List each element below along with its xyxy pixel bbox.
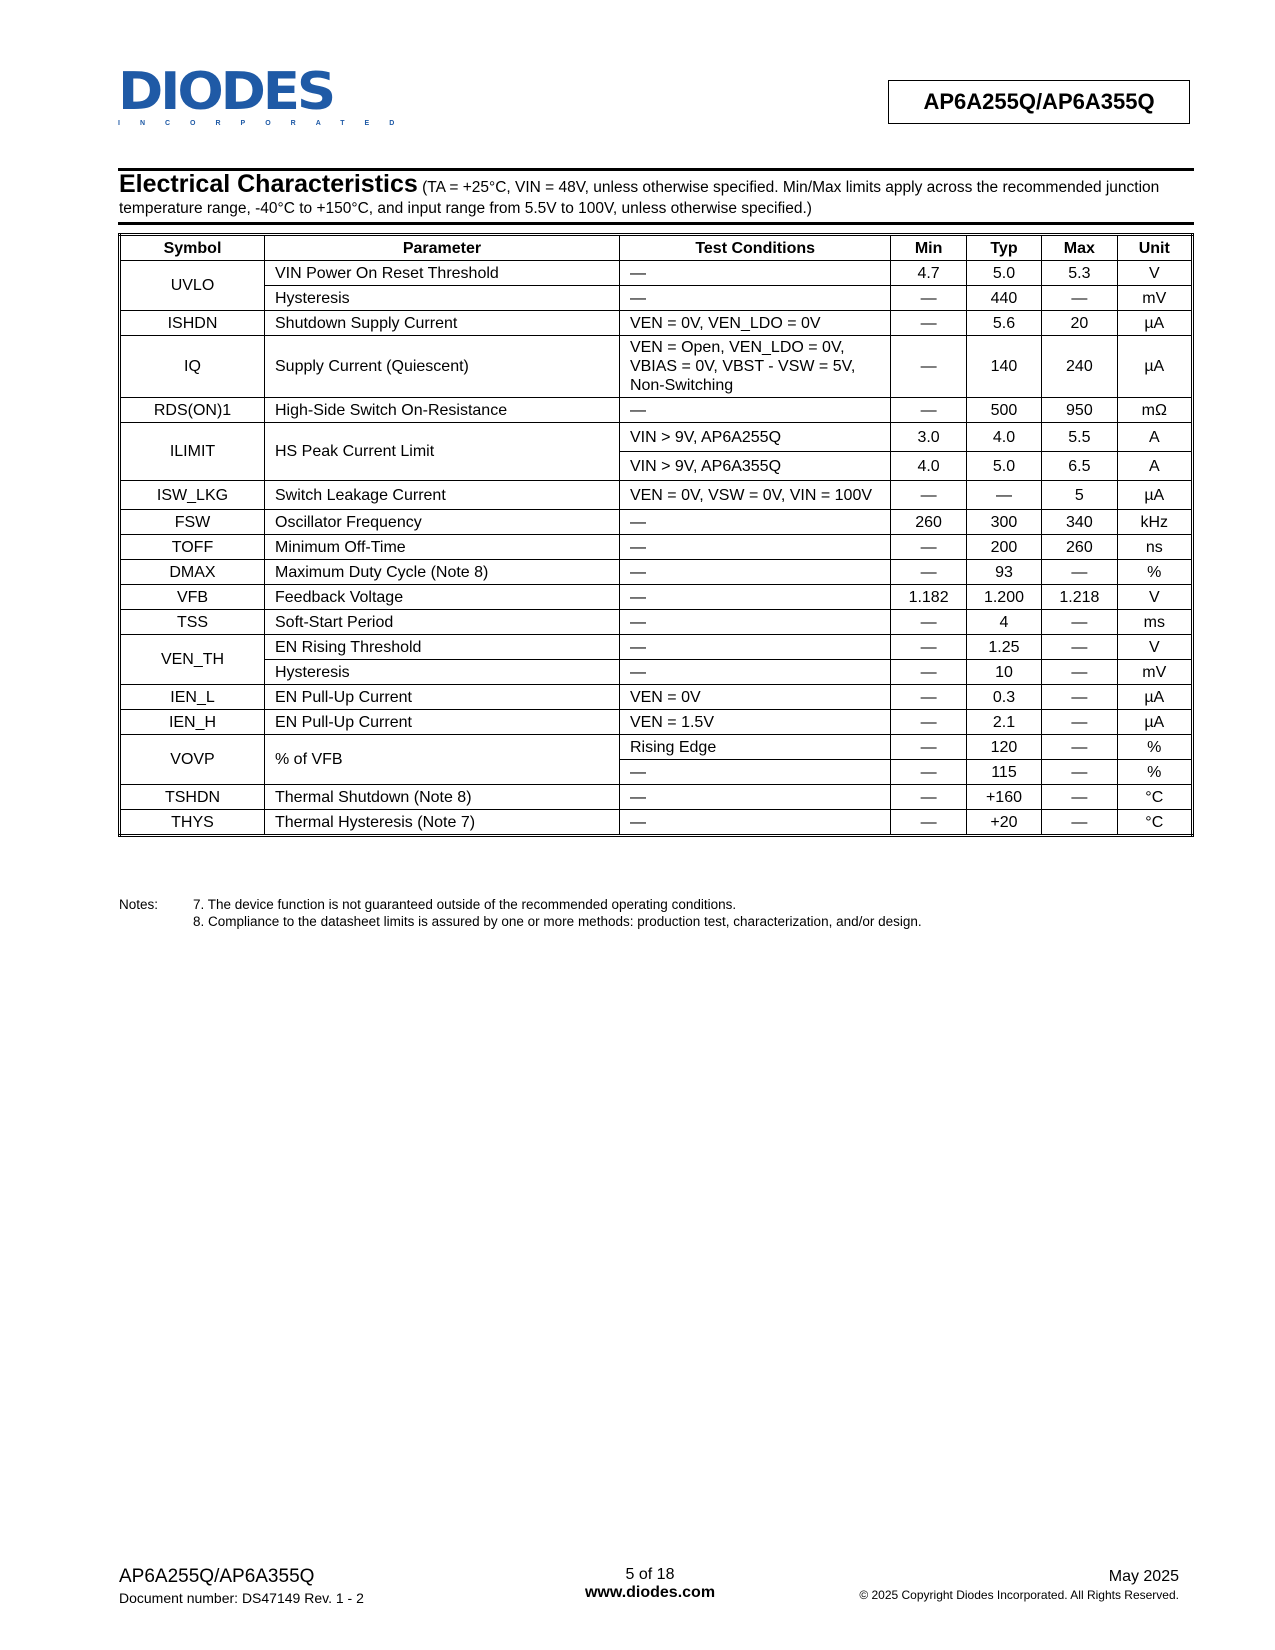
- notes-list: [193, 896, 1193, 930]
- unit-cell: ms: [1117, 610, 1192, 635]
- symbol-cell: UVLO: [120, 261, 265, 311]
- footer-center: [560, 1566, 740, 1602]
- col-header-unit: Unit: [1117, 235, 1192, 261]
- max-cell: —: [1042, 286, 1117, 311]
- footer-part-number: AP6A255Q/AP6A355Q: [119, 1566, 315, 1587]
- unit-cell: °C: [1117, 810, 1192, 836]
- table-row: [120, 286, 1193, 311]
- section-heading: [119, 170, 1194, 219]
- unit-cell: mΩ: [1117, 398, 1192, 423]
- typ-cell: 5.6: [966, 311, 1041, 336]
- max-cell: —: [1042, 660, 1117, 685]
- note-item: 7. The device function is not guaranteed outside of the recommended operating conditions.: [193, 897, 737, 912]
- unit-cell: V: [1117, 585, 1192, 610]
- max-cell: —: [1042, 560, 1117, 585]
- min-cell: —: [891, 685, 966, 710]
- typ-cell: 0.3: [966, 685, 1041, 710]
- page-number: 5 of 18: [625, 1566, 675, 1583]
- electrical-characteristics-table: [118, 233, 1194, 837]
- typ-cell: 5.0: [966, 261, 1041, 286]
- parameter-cell: Hysteresis: [265, 660, 620, 685]
- typ-cell: 115: [966, 760, 1041, 785]
- logo-wordmark: DIODES: [118, 62, 334, 122]
- heading-rule-bottom: [118, 222, 1194, 225]
- conditions-cell: VEN = 1.5V: [619, 710, 890, 735]
- unit-cell: °C: [1117, 785, 1192, 810]
- parameter-cell: % of VFB: [265, 735, 620, 785]
- max-cell: 5.3: [1042, 261, 1117, 286]
- unit-cell: µA: [1117, 336, 1192, 398]
- note-item: 8. Compliance to the datasheet limits is assured by one or more methods: production test, characterization, and/or design.: [193, 914, 922, 929]
- unit-cell: A: [1117, 423, 1192, 452]
- table-row: [120, 635, 1193, 660]
- unit-cell: µA: [1117, 481, 1192, 510]
- table-row: [120, 311, 1193, 336]
- max-cell: —: [1042, 760, 1117, 785]
- min-cell: —: [891, 785, 966, 810]
- unit-cell: %: [1117, 760, 1192, 785]
- symbol-cell: VOVP: [120, 735, 265, 785]
- max-cell: 6.5: [1042, 452, 1117, 481]
- symbol-cell: IEN_H: [120, 710, 265, 735]
- table-header-row: [120, 235, 1193, 261]
- conditions-cell: —: [619, 760, 890, 785]
- min-cell: —: [891, 286, 966, 311]
- parameter-cell: Supply Current (Quiescent): [265, 336, 620, 398]
- conditions-cell: —: [619, 398, 890, 423]
- symbol-cell: FSW: [120, 510, 265, 535]
- typ-cell: 200: [966, 535, 1041, 560]
- website-link[interactable]: www.diodes.com: [584, 1584, 716, 1601]
- unit-cell: ns: [1117, 535, 1192, 560]
- symbol-cell: RDS(ON)1: [120, 398, 265, 423]
- table-row: [120, 398, 1193, 423]
- min-cell: 260: [891, 510, 966, 535]
- typ-cell: 5.0: [966, 452, 1041, 481]
- section-conditions: (TA = +25°C, VIN = 48V, unless otherwise specified. Min/Max limits apply across the recommended junction temperature range, -40°C to +150°C, and input range from 5.5V to 100V, unless otherwise specified.): [119, 179, 1160, 217]
- unit-cell: µA: [1117, 311, 1192, 336]
- parameter-cell: High-Side Switch On-Resistance: [265, 398, 620, 423]
- typ-cell: +20: [966, 810, 1041, 836]
- typ-cell: 1.200: [966, 585, 1041, 610]
- min-cell: —: [891, 660, 966, 685]
- typ-cell: +160: [966, 785, 1041, 810]
- min-cell: —: [891, 336, 966, 398]
- typ-cell: 93: [966, 560, 1041, 585]
- max-cell: 340: [1042, 510, 1117, 535]
- max-cell: 1.218: [1042, 585, 1117, 610]
- min-cell: 4.0: [891, 452, 966, 481]
- col-header-conditions: Test Conditions: [619, 235, 890, 261]
- conditions-cell: —: [619, 660, 890, 685]
- footer-date: May 2025: [1108, 1568, 1179, 1585]
- parameter-cell: Shutdown Supply Current: [265, 311, 620, 336]
- max-cell: —: [1042, 735, 1117, 760]
- table-row: [120, 336, 1193, 398]
- footer-doc-number: Document number: DS47149 Rev. 1 - 2: [119, 1590, 364, 1606]
- unit-cell: mV: [1117, 660, 1192, 685]
- parameter-cell: Switch Leakage Current: [265, 481, 620, 510]
- symbol-cell: ISW_LKG: [120, 481, 265, 510]
- table-row: [120, 510, 1193, 535]
- symbol-cell: VFB: [120, 585, 265, 610]
- min-cell: —: [891, 760, 966, 785]
- min-cell: 3.0: [891, 423, 966, 452]
- typ-cell: 140: [966, 336, 1041, 398]
- notes-label: Notes:: [119, 897, 159, 912]
- max-cell: —: [1042, 810, 1117, 836]
- parameter-cell: Oscillator Frequency: [265, 510, 620, 535]
- symbol-cell: TSHDN: [120, 785, 265, 810]
- typ-cell: 500: [966, 398, 1041, 423]
- footer-right: [859, 1568, 1179, 1602]
- conditions-cell: VIN > 9V, AP6A355Q: [619, 452, 890, 481]
- max-cell: 260: [1042, 535, 1117, 560]
- min-cell: —: [891, 311, 966, 336]
- conditions-cell: VEN = 0V, VEN_LDO = 0V: [619, 311, 890, 336]
- min-cell: —: [891, 535, 966, 560]
- table-row: [120, 535, 1193, 560]
- unit-cell: mV: [1117, 286, 1192, 311]
- table-row: [120, 735, 1193, 760]
- typ-cell: 4.0: [966, 423, 1041, 452]
- col-header-typ: Typ: [966, 235, 1041, 261]
- parameter-cell: Minimum Off-Time: [265, 535, 620, 560]
- min-cell: —: [891, 710, 966, 735]
- max-cell: 20: [1042, 311, 1117, 336]
- unit-cell: %: [1117, 735, 1192, 760]
- conditions-cell: VEN = 0V, VSW = 0V, VIN = 100V: [619, 481, 890, 510]
- parameter-cell: Maximum Duty Cycle (Note 8): [265, 560, 620, 585]
- table-row: [120, 810, 1193, 836]
- min-cell: —: [891, 610, 966, 635]
- conditions-cell: —: [619, 635, 890, 660]
- max-cell: 950: [1042, 398, 1117, 423]
- table-row: [120, 610, 1193, 635]
- typ-cell: 120: [966, 735, 1041, 760]
- parameter-cell: Hysteresis: [265, 286, 620, 311]
- unit-cell: µA: [1117, 710, 1192, 735]
- conditions-cell: VIN > 9V, AP6A255Q: [619, 423, 890, 452]
- unit-cell: V: [1117, 261, 1192, 286]
- typ-cell: 4: [966, 610, 1041, 635]
- col-header-max: Max: [1042, 235, 1117, 261]
- table-row: [120, 685, 1193, 710]
- symbol-cell: THYS: [120, 810, 265, 836]
- parameter-cell: Feedback Voltage: [265, 585, 620, 610]
- typ-cell: 440: [966, 286, 1041, 311]
- col-header-parameter: Parameter: [265, 235, 620, 261]
- typ-cell: 300: [966, 510, 1041, 535]
- max-cell: 240: [1042, 336, 1117, 398]
- parameter-cell: Thermal Hysteresis (Note 7): [265, 810, 620, 836]
- parameter-cell: Thermal Shutdown (Note 8): [265, 785, 620, 810]
- parameter-cell: HS Peak Current Limit: [265, 423, 620, 481]
- table-row: [120, 423, 1193, 452]
- max-cell: —: [1042, 635, 1117, 660]
- table-row: [120, 481, 1193, 510]
- symbol-cell: ILIMIT: [120, 423, 265, 481]
- table-row: [120, 660, 1193, 685]
- conditions-cell: Rising Edge: [619, 735, 890, 760]
- parameter-cell: EN Rising Threshold: [265, 635, 620, 660]
- unit-cell: %: [1117, 560, 1192, 585]
- min-cell: —: [891, 560, 966, 585]
- typ-cell: 1.25: [966, 635, 1041, 660]
- max-cell: —: [1042, 710, 1117, 735]
- table-row: [120, 585, 1193, 610]
- min-cell: —: [891, 810, 966, 836]
- parameter-cell: EN Pull-Up Current: [265, 710, 620, 735]
- part-number-box: AP6A255Q/AP6A355Q: [888, 80, 1190, 124]
- unit-cell: V: [1117, 635, 1192, 660]
- typ-cell: —: [966, 481, 1041, 510]
- diodes-logo: [118, 62, 415, 127]
- symbol-cell: IQ: [120, 336, 265, 398]
- parameter-cell: VIN Power On Reset Threshold: [265, 261, 620, 286]
- conditions-cell: —: [619, 286, 890, 311]
- conditions-cell: —: [619, 610, 890, 635]
- conditions-cell: —: [619, 785, 890, 810]
- table-row: [120, 785, 1193, 810]
- max-cell: —: [1042, 610, 1117, 635]
- min-cell: —: [891, 635, 966, 660]
- symbol-cell: IEN_L: [120, 685, 265, 710]
- unit-cell: µA: [1117, 685, 1192, 710]
- logo-subtext: INCORPORATED: [118, 120, 415, 127]
- unit-cell: A: [1117, 452, 1192, 481]
- symbol-cell: VEN_TH: [120, 635, 265, 685]
- conditions-cell: —: [619, 510, 890, 535]
- symbol-cell: TOFF: [120, 535, 265, 560]
- symbol-cell: ISHDN: [120, 311, 265, 336]
- conditions-cell: —: [619, 261, 890, 286]
- conditions-cell: —: [619, 585, 890, 610]
- parameter-cell: EN Pull-Up Current: [265, 685, 620, 710]
- max-cell: —: [1042, 785, 1117, 810]
- conditions-cell: —: [619, 810, 890, 836]
- symbol-cell: TSS: [120, 610, 265, 635]
- conditions-cell: VEN = 0V: [619, 685, 890, 710]
- typ-cell: 2.1: [966, 710, 1041, 735]
- min-cell: 1.182: [891, 585, 966, 610]
- table-row: [120, 261, 1193, 286]
- conditions-cell: —: [619, 560, 890, 585]
- table-row: [120, 560, 1193, 585]
- footer-copyright: © 2025 Copyright Diodes Incorporated. All Rights Reserved.: [859, 1588, 1179, 1602]
- col-header-min: Min: [891, 235, 966, 261]
- footer-left: [119, 1566, 364, 1606]
- min-cell: —: [891, 735, 966, 760]
- min-cell: 4.7: [891, 261, 966, 286]
- max-cell: 5: [1042, 481, 1117, 510]
- unit-cell: kHz: [1117, 510, 1192, 535]
- table-row: [120, 710, 1193, 735]
- conditions-cell: —: [619, 535, 890, 560]
- max-cell: —: [1042, 685, 1117, 710]
- typ-cell: 10: [966, 660, 1041, 685]
- parameter-cell: Soft-Start Period: [265, 610, 620, 635]
- max-cell: 5.5: [1042, 423, 1117, 452]
- col-header-symbol: Symbol: [120, 235, 265, 261]
- min-cell: —: [891, 481, 966, 510]
- section-title: Electrical Characteristics: [119, 170, 418, 198]
- symbol-cell: DMAX: [120, 560, 265, 585]
- min-cell: —: [891, 398, 966, 423]
- conditions-cell: VEN = Open, VEN_LDO = 0V, VBIAS = 0V, VBST - VSW = 5V, Non-Switching: [619, 336, 890, 398]
